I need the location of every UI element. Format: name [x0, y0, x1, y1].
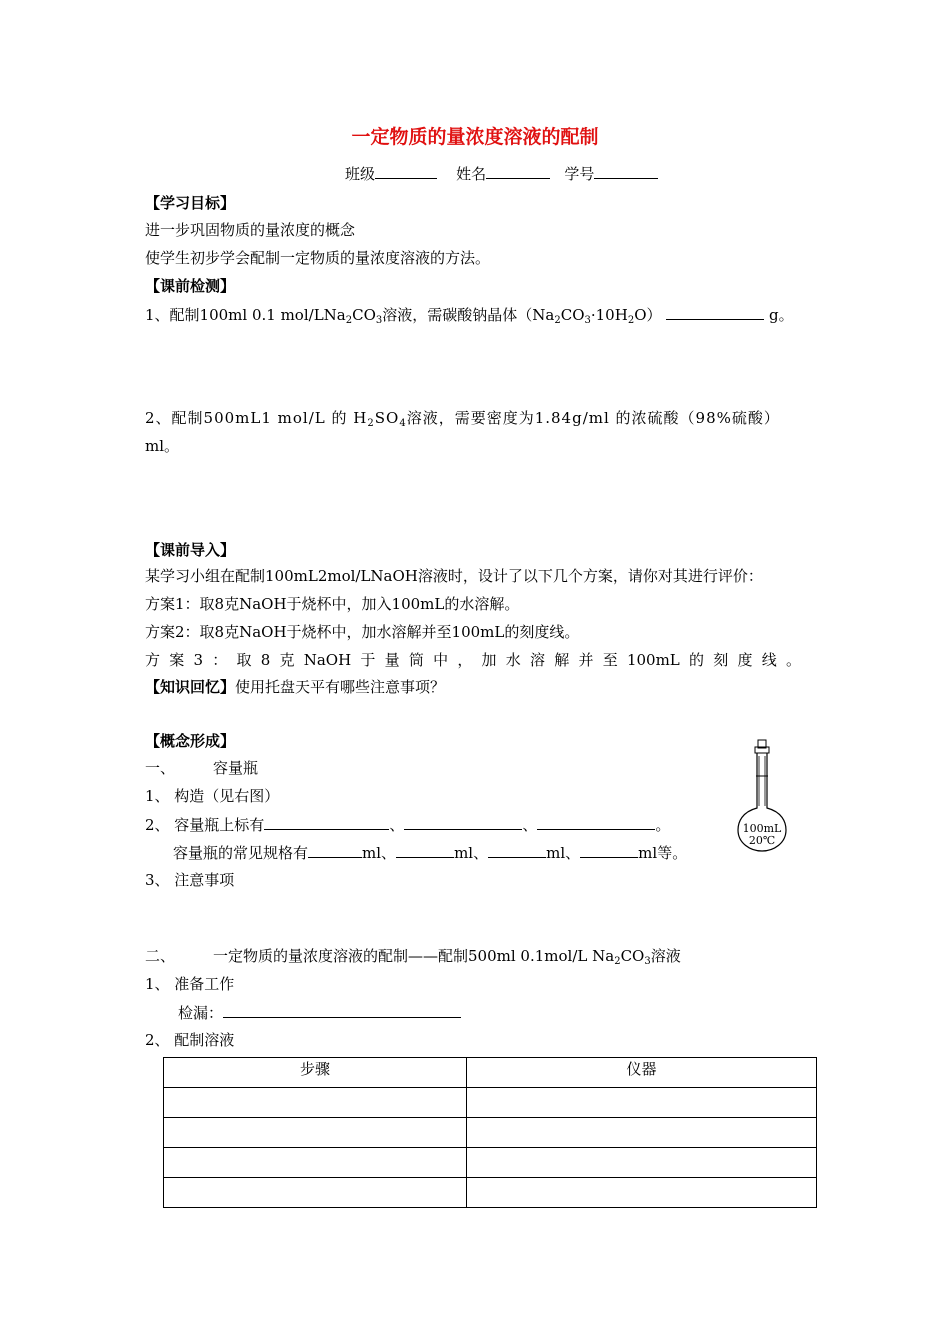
- table-row: [164, 1178, 817, 1208]
- table-row: [164, 1118, 817, 1148]
- part-2-item-1: 1、 准备工作: [145, 975, 235, 993]
- precheck-heading: 【课前检测】: [145, 277, 236, 295]
- id-blank[interactable]: [594, 163, 658, 179]
- class-label: 班级: [345, 165, 376, 183]
- part-1-number: 一、: [145, 759, 176, 777]
- part-2-title: 一定物质的量浓度溶液的配制——配制500ml 0.1mol/L $Na_2CO_3$溶液: [213, 947, 681, 967]
- name-label: 姓名: [456, 165, 487, 183]
- header-fields: [345, 163, 658, 184]
- concept-item-3: 3、 注意事项: [145, 871, 235, 889]
- question-2: 2、配制500mL1 mol/L 的 $H_2SO_4$溶液，需要密度为1.84g/ml 的浓硫酸（98%硫酸）: [145, 409, 780, 429]
- table-cell[interactable]: [467, 1148, 817, 1178]
- class-blank[interactable]: [375, 163, 437, 179]
- question-2-line2: ml。: [145, 437, 180, 455]
- concept-item-2: 2、 容量瓶上标有 、 、 。: [145, 816, 671, 834]
- table-cell[interactable]: [467, 1118, 817, 1148]
- name-blank[interactable]: [486, 163, 550, 179]
- leak-check-blank[interactable]: [223, 1002, 461, 1018]
- table-header-row: [164, 1058, 817, 1088]
- recall-heading: 【知识回忆】: [145, 678, 236, 696]
- question-1: 1、配制100ml 0.1 mol/$LNa_2CO_3$溶液，需碳酸钠晶体$(Na_2CO_3\cdot 10H_2O)$ g。: [145, 306, 794, 326]
- table-cell[interactable]: [467, 1178, 817, 1208]
- table-cell[interactable]: [164, 1148, 467, 1178]
- concept-item-2b: 容量瓶的常见规格有 ml、 ml、 ml、 ml等。: [173, 844, 688, 862]
- document-title: 一定物质的量浓度溶液的配制: [351, 126, 599, 148]
- header-steps: 步骤: [164, 1058, 467, 1088]
- concept-heading: 【概念形成】: [145, 732, 236, 750]
- flask-volume-label: 100mL: [742, 822, 782, 835]
- intro-line: 某学习小组在配制100mL2mol/LNaOH溶液时，设计了以下几个方案，请你对其进行评价：: [145, 567, 763, 585]
- objective-line: 进一步巩固物质的量浓度的概念: [145, 221, 356, 239]
- flask-temp-label: 20℃: [748, 834, 776, 847]
- part-2-number: 二、: [145, 947, 176, 965]
- leak-check-line: 检漏：: [178, 1002, 461, 1023]
- answer-blank[interactable]: [666, 304, 764, 320]
- volumetric-flask-figure: [736, 738, 796, 856]
- table-cell[interactable]: [164, 1178, 467, 1208]
- intro-heading: 【课前导入】: [145, 541, 236, 559]
- part-2-item-2: 2、 配制溶液: [145, 1031, 235, 1049]
- recall-line: 【知识回忆】使用托盘天平有哪些注意事项？: [145, 678, 446, 696]
- table-cell[interactable]: [164, 1088, 467, 1118]
- table-cell[interactable]: [467, 1088, 817, 1118]
- objective-line: 使学生初步学会配制一定物质的量浓度溶液的方法。: [145, 249, 491, 267]
- part-1-title: 容量瓶: [213, 759, 259, 777]
- plan-3: 方 案 3 ： 取 8 克 NaOH 于 量 筒 中 ， 加 水 溶 解 并 至 100mL 的 刻 度 线 。: [145, 651, 801, 669]
- table-cell[interactable]: [164, 1118, 467, 1148]
- header-instruments: 仪器: [467, 1058, 817, 1088]
- plan-1: 方案1：取8克NaOH于烧杯中，加入100mL的水溶解。: [145, 595, 520, 613]
- procedure-table: [163, 1057, 817, 1208]
- plan-2: 方案2：取8克NaOH于烧杯中，加水溶解并至100mL的刻度线。: [145, 623, 580, 641]
- objectives-heading: 【学习目标】: [145, 194, 236, 212]
- table-row: [164, 1148, 817, 1178]
- concept-item-1: 1、 构造（见右图）: [145, 787, 280, 805]
- table-row: [164, 1088, 817, 1118]
- id-label: 学号: [564, 165, 595, 183]
